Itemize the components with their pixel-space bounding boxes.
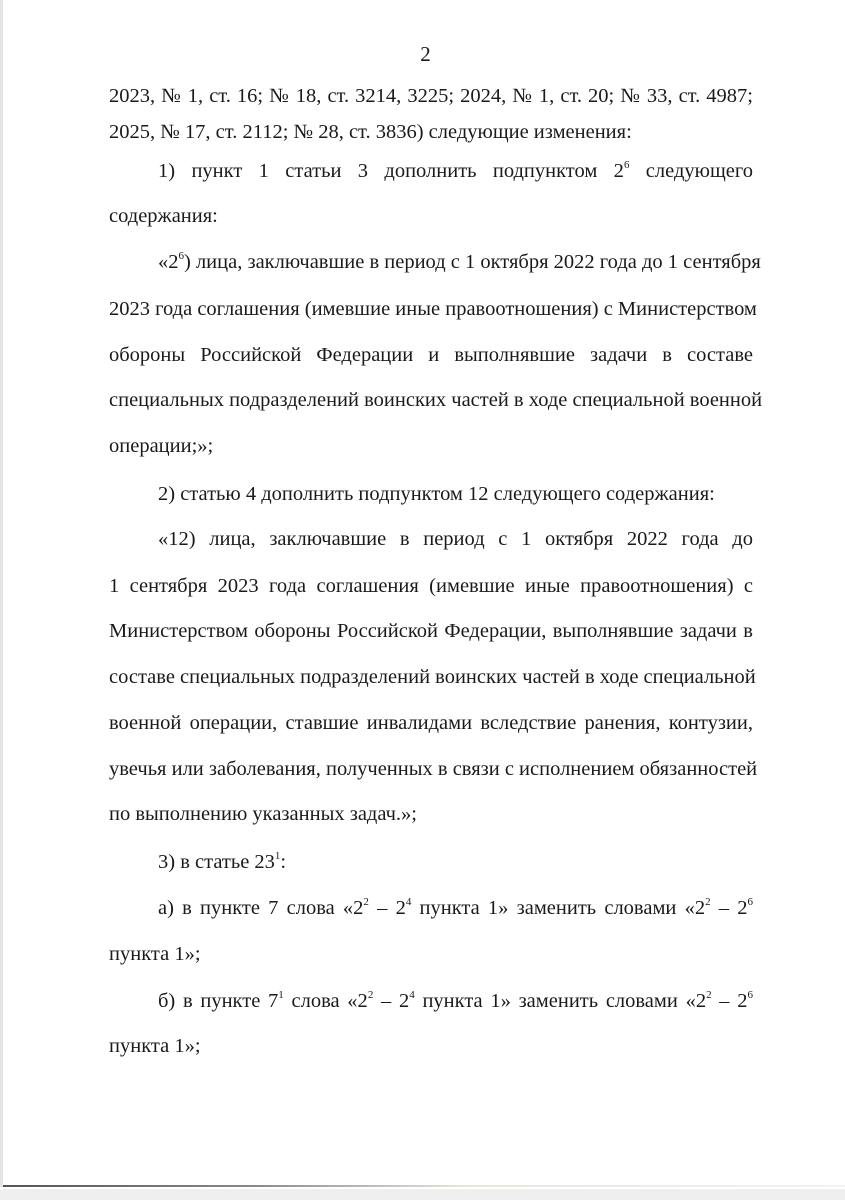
text-line <box>158 159 753 186</box>
text-run: по выполнению указанных задач.»; <box>109 803 418 825</box>
text-run: б) в пункте 7 <box>158 990 279 1012</box>
text-line <box>109 665 756 689</box>
superscript: 2 <box>363 896 369 908</box>
text-run: 3) в статье 23 <box>158 851 275 873</box>
text-run: увечья или заболевания, полученных в связи с исполнением обязанностей <box>109 758 758 780</box>
text-line <box>109 434 753 458</box>
text-line <box>158 527 753 551</box>
text-run: 2023, № 1, ст. 16; № 18, ст. 3214, 3225; 2024, № 1, ст. 20; № 33, ст. 4987; <box>109 85 753 107</box>
superscript: 1 <box>274 850 281 862</box>
text-run: – 2 <box>368 897 406 919</box>
text-run: 1 сентября 2023 года соглашения (имевшие иные правоотношения) с <box>109 575 753 597</box>
text-line <box>109 388 763 412</box>
text-run: обороны Российской Федерации и выполнявшие задачи в составе <box>109 344 753 366</box>
text-run: «2 <box>158 251 179 273</box>
text-run: пункта 1» заменить словами «2 <box>414 990 707 1012</box>
text-run: военной операции, ставшие инвалидами вследствие ранения, контузии, <box>109 712 753 734</box>
text-line <box>109 204 753 228</box>
text-line <box>109 942 753 966</box>
text-run: 2025, № 17, ст. 2112; № 28, ст. 3836) следующие изменения: <box>109 121 632 143</box>
text-run: – 2 <box>711 990 748 1012</box>
text-line <box>109 711 753 735</box>
superscript: 2 <box>367 989 374 1001</box>
superscript: 4 <box>409 989 415 1001</box>
text-run: ) лица, заключавшие в период с 1 октября 2022 года до 1 сентября <box>184 251 761 273</box>
text-line <box>109 574 753 598</box>
superscript: 2 <box>706 989 712 1001</box>
page-bottom-edge <box>3 1185 845 1187</box>
superscript: 1 <box>278 989 284 1001</box>
text-line <box>158 850 753 877</box>
text-line <box>158 482 753 506</box>
page-number: 2 <box>420 42 431 66</box>
superscript: 6 <box>178 250 184 262</box>
text-run: слова «2 <box>283 990 368 1012</box>
text-run: 2023 года соглашения (имевшие иные правоотношения) с Министерством <box>109 298 757 320</box>
superscript: 6 <box>623 159 630 171</box>
text-run: а) в пункте 7 слова «2 <box>158 897 364 919</box>
superscript: 4 <box>405 896 412 908</box>
text-run: следующего <box>629 160 753 182</box>
text-line <box>109 619 753 643</box>
text-line <box>109 84 753 108</box>
text-line <box>158 896 753 923</box>
text-run: – 2 <box>710 897 748 919</box>
text-line <box>158 250 761 277</box>
text-run: операции;»; <box>109 435 214 457</box>
text-line <box>109 1034 753 1058</box>
text-line <box>109 297 757 321</box>
text-run: пункта 1»; <box>109 1035 201 1057</box>
text-run: пункта 1»; <box>109 943 201 965</box>
text-line <box>109 757 758 781</box>
text-line <box>109 343 753 367</box>
page-shadow-strip <box>0 1189 845 1200</box>
superscript: 2 <box>705 896 711 908</box>
text-run: составе специальных подразделений воинских частей в ходе специальной <box>109 666 756 688</box>
superscript: 6 <box>747 896 754 908</box>
text-run: пункта 1» заменить словами «2 <box>411 897 706 919</box>
text-run: специальных подразделений воинских частей в ходе специальной военной <box>109 389 763 411</box>
text-run: 1) пункт 1 статьи 3 дополнить подпунктом 2 <box>158 160 624 182</box>
text-run: содержания: <box>109 205 218 227</box>
superscript: 6 <box>747 989 754 1001</box>
text-run: Министерством обороны Российской Федерации, выполнявшие задачи в <box>109 620 753 642</box>
text-run: 2) статью 4 дополнить подпунктом 12 следующего содержания: <box>158 483 715 505</box>
text-line <box>109 120 753 144</box>
text-line <box>109 802 753 826</box>
text-line <box>158 989 753 1016</box>
text-run: «12) лица, заключавшие в период с 1 октября 2022 года до <box>158 528 753 550</box>
text-run: – 2 <box>373 990 410 1012</box>
text-run: : <box>280 851 287 873</box>
